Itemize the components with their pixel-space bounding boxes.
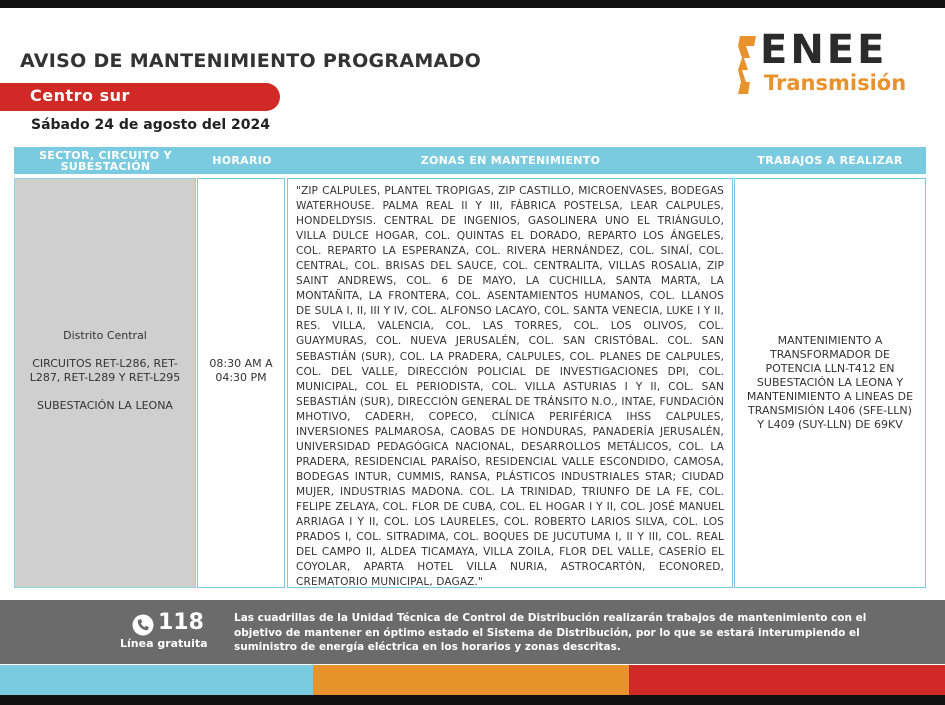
circuit-list: CIRCUITOS RET-L286, RET-L287, RET-L289 Y RET-L295 (29, 357, 181, 384)
cell-sector (14, 178, 196, 588)
phone-label: Línea gratuita (120, 637, 208, 650)
sector-name: Distrito Central (63, 329, 147, 342)
hotline[interactable] (118, 612, 218, 656)
schedule-end: 04:30 PM (215, 371, 267, 384)
page-title: AVISO DE MANTENIMIENTO PROGRAMADO (20, 50, 482, 72)
bottom-border (0, 695, 945, 705)
header-zonas: ZONAS EN MANTENIMIENTO (420, 154, 601, 167)
header-sector: SECTOR, CIRCUITO Y SUBESTACIÓN (39, 148, 172, 173)
works-description: MANTENIMIENTO A TRANSFORMADOR DE POTENCIA LLN-T412 EN SUBESTACIÓN LA LEONA Y MANTENIMIENTO A LINEAS DE TRANSMISIÓN L406 (SFE-LLN) Y L409 (SUY-LLN) DE 69KV (746, 334, 914, 431)
enee-logo-icon (738, 36, 758, 94)
zones-list: "ZIP CALPULES, PLANTEL TROPIGAS, ZIP CASTILLO, MICROENVASES, BODEGAS WATERHOUSE. PALMA REAL II Y III, FÁBRICA POSTELSA, LEAR CALPULES, HONDELDYSIS. CENTRAL DE INGENIOS, GASOLINERA UNO EL TRIÁNGULO, VILLA DULCE HOGAR, COL. QUINTAS EL DORADO, REPARTO LOS ÁNGELES, COL. REPARTO LA ESPERANZA, COL. RIVERA HERNÁNDEZ, COL. SINAÍ, COL. CENTRAL, COL. BRISAS DEL SAUCE, COL. CENTRALITA, VILLAS ROSALIA, ZIP SAINT ANDREWS, COL. 6 DE MAYO, LA CUCHILLA, SANTA MARTA, LA MONTAÑITA, LA FRONTERA, COL. ASENTAMIENTOS HUMANOS, COL. LLANOS DE SULA I, II, III Y IV, COL. ALFONSO LACAYO, COL. SANTA VENECIA, LUKE I Y II, RES. VILLA, VALENCIA, COL. LAS TORRES, COL. LOS OLIVOS, COL. GUAYMURAS, COL. NUEVA JERUSALÉN, COL. SAN CRISTÓBAL. COL. SAN SEBASTIÁN (SUR), COL. LA PRADERA, CALPULES, COL. PLANES DE CALPULES, COL. DEL VALLE, DIRECCIÓN POLICIAL DE INVESTIGACIONES DPI, COL. MUNICIPAL, COL EL PERIODISTA, COL. VILLA ASTURIAS I Y II, COL. SAN SEBASTIÁN (SUR), DIRECCIÓN GENERAL DE TRÁNSITO N.O., INTAE, FUNDACIÓN MHOTIVO, CADERH, COPECO, CLÍNICA PERIFÉRICA IHSS CALPULES, INVERSIONES PALMAROSA, CAOBAS DE HONDURAS, PANADERÍA JERUSALÉN, UNIVERSIDAD PEDAGÓGICA NACIONAL, DESARROLLOS METÁLICOS, COL. LA PRADERA, RESIDENCIAL PARAÍSO, RESIDENCIAL VALLE ESCONDIDO, CAMOSA, BODEGAS INTUR, CUMMIS, RANSA, PLÁSTICOS INDUSTRIALES STAR; CIUDAD MUJER, INDUSTRIAS MADONA. COL. LA TRINIDAD, TRIUNFO DE LA FE, COL. FELIPE ZELAYA, COL. FLOR DE CUBA, COL. EL HOGAR I Y II, COL. JOSÉ MANUEL ARRIAGA I Y II, COL. LOS LAURELES, COL. ROBERTO LARIOS SILVA, COL. LOS PRADOS I, COL. SITRADIMA, COL. BOQUES DE JUCUTUMA I, II Y III, COL. REAL DEL CAMPO II, ALDEA TICAMAYA, VILLA ZOILA, FLOR DEL VALLE, CASERÍO EL COYOLAR, APARTA HOTEL VILLA NURIA, ASTROCARTÓN, ECONORED, CREMATORIO MUNICIPAL, DAGAZ." (296, 185, 724, 589)
stripe-orange (313, 665, 629, 695)
stripe-blue (0, 665, 313, 695)
schedule-info (200, 357, 282, 385)
logo-brand: ENEE (760, 27, 888, 73)
substation-name: SUBESTACIÓN LA LEONA (37, 399, 173, 412)
cell-zonas (287, 178, 733, 588)
logo-subtitle: Transmisión (764, 71, 907, 95)
maintenance-table (14, 178, 926, 588)
footer (0, 600, 945, 664)
cell-horario (197, 178, 285, 588)
header-trabajos: TRABAJOS A REALIZAR (757, 154, 903, 167)
stripe-red (629, 665, 945, 695)
sector-info (19, 329, 191, 413)
table-header (14, 147, 926, 174)
maintenance-date: Sábado 24 de agosto del 2024 (31, 117, 271, 133)
top-border (0, 0, 945, 8)
header-horario: HORARIO (212, 154, 272, 167)
cell-trabajos (734, 178, 926, 588)
footer-note: Las cuadrillas de la Unidad Técnica de Control de Distribución realizarán trabajos de mantenimiento con el objetivo de mantener en óptimo estado el Sistema de Distribución, por lo que se estará interumpiendo el suministro de energía eléctrica en los horarios y zonas descritas. (234, 612, 867, 653)
schedule-start: 08:30 AM A (209, 357, 273, 370)
phone-icon (132, 614, 154, 636)
enee-logo (738, 27, 928, 98)
region-banner (0, 83, 280, 111)
phone-number: 118 (158, 610, 204, 635)
region-label: Centro sur (30, 86, 130, 105)
